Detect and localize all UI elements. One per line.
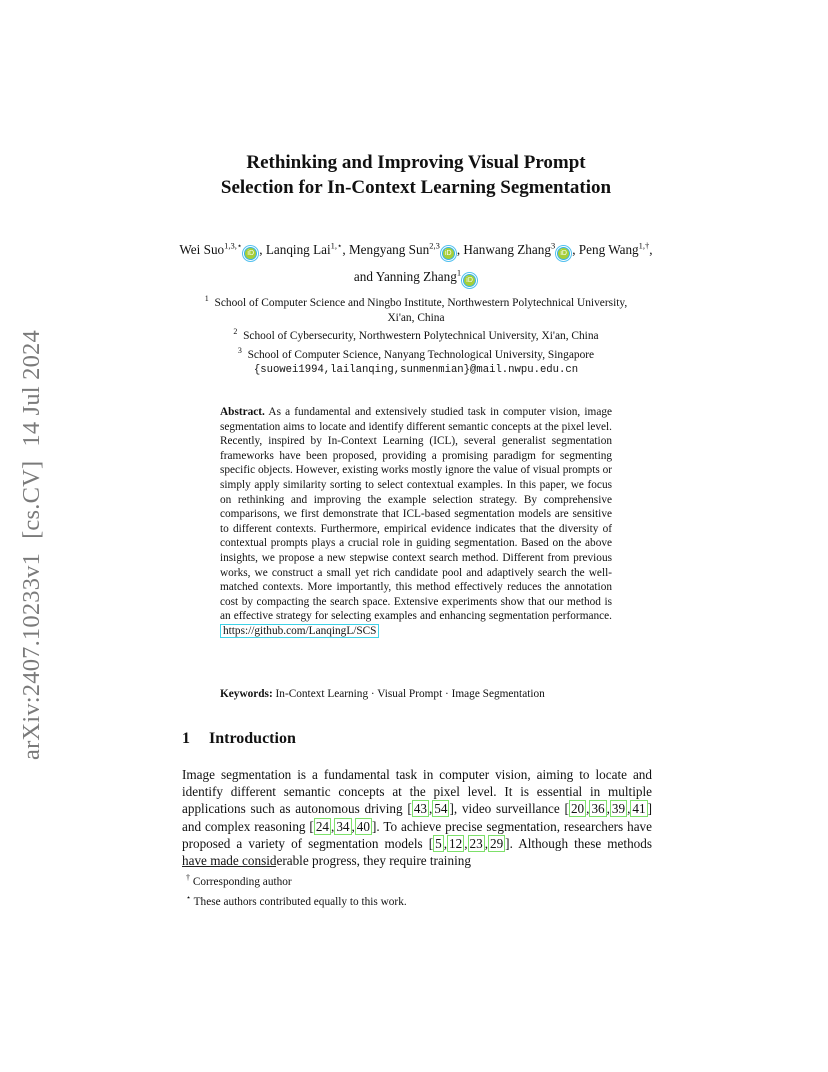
author-affil-marker: 3 — [550, 240, 556, 251]
citation-link[interactable]: 20 — [570, 801, 585, 817]
orcid-icon[interactable]: iD — [244, 247, 257, 260]
author-email[interactable]: {suowei1994,lailanqing,sunmenmian}@mail.nwpu.edu.cn — [253, 363, 579, 376]
citation-link[interactable]: 54 — [434, 801, 448, 817]
intro-text: ]. To achieve precise segmentation, researchers have proposed a variety of segmentation models [ — [182, 818, 652, 851]
author-name: Hanwang Zhang — [463, 242, 551, 257]
title-line-2: Selection for In-Context Learning Segmentation — [220, 176, 612, 198]
abstract-label: Abstract. — [220, 406, 265, 418]
arxiv-id[interactable]: arXiv:2407.10233v1 — [18, 552, 45, 760]
intro-text: ] and complex reasoning [ — [182, 801, 652, 834]
citation-link[interactable]: 40 — [356, 818, 370, 834]
affiliation-number: 3 — [237, 345, 242, 355]
affiliation-item — [190, 292, 642, 325]
footnotes — [186, 870, 646, 910]
keywords-label: Keywords: — [220, 688, 273, 700]
title-line-1: Rethinking and Improving Visual Prompt — [246, 152, 586, 173]
author-affil-marker: 2,3 — [429, 240, 440, 251]
keywords — [220, 687, 620, 702]
abstract-text: As a fundamental and extensively studied task in computer vision, image segmentation aims to locate and identify different semantic concepts at the pixel level. Recently, inspired by In-Context Learning (ICL), several generalist segmentation frameworks have been proposed, providing a promising paradigm for segmenting specific objects. However, existing works mostly ignore the value of visual prompts or simply apply similarity sorting to select contextual examples. In this paper, we focus on rethinking and improving the example selection strategy. By comprehensive comparisons, we first demonstrate that ICL-based segmentation models are sensitive to different contexts. Furthermore, empirical evidence indicates that the diversity of contextual prompts plays a crucial role in guiding segmentation. Based on the above insights, we propose a new stepwise context search method. Different from previous works, we construct a small yet rich candidate pool and adaptively search the well-matched contexts. More importantly, this method effectively reduces the annotation cost by compacting the search space. Extensive experiments show that our method is an effective strategy for selecting examples and enhancing segmentation performance. — [220, 406, 613, 623]
arxiv-category: [cs.CV] — [18, 460, 45, 539]
footnote-mark: ⋆ — [186, 892, 192, 902]
footnote-text: Corresponding author — [192, 875, 292, 888]
affiliation-number: 1 — [204, 294, 209, 303]
citation-link[interactable]: 36 — [591, 801, 605, 817]
author-affil-marker: 1,† — [638, 240, 650, 251]
abstract — [220, 405, 612, 639]
affiliation-text: School of Cybersecurity, Northwestern Polytechnical University, Xi'an, China — [243, 330, 599, 343]
paper-title — [140, 151, 692, 200]
keywords-text: In-Context Learning · Visual Prompt · Image Segmentation — [275, 688, 545, 700]
affiliation-number: 2 — [233, 327, 238, 337]
author-affil-marker: 1,⋆ — [330, 240, 343, 251]
arxiv-stamp — [18, 330, 46, 760]
affiliation-item — [190, 325, 642, 344]
citation-link[interactable]: 41 — [632, 801, 646, 817]
citation-link[interactable]: 5 — [435, 835, 442, 851]
section-heading — [182, 730, 296, 748]
author-list: Wei Suo$^{1,3,⋆}$iD , Lanqing Lai$^{1,⋆}$, Mengyang Sun$^{2,3}$iD , Hanwang Zhang$^3$iD , Peng Wang$^{1,\dagger}$, and Yanning Zhang$^1$iD — [178, 236, 654, 290]
author-name: Yanning Zhang — [375, 269, 457, 284]
code-link[interactable]: https://github.com/LanqingL/SCS — [220, 624, 379, 638]
orcid-icon[interactable]: iD — [463, 274, 476, 287]
footnote-mark: † — [186, 873, 190, 882]
citation-link[interactable]: 12 — [449, 835, 463, 851]
intro-text: ]. Although these methods have made considerable progress, they require training — [182, 835, 652, 869]
section-title: Introduction — [209, 730, 296, 747]
footnote-text: These authors contributed equally to this work. — [193, 895, 407, 908]
affiliation-text: School of Computer Science and Ningbo Institute, Northwestern Polytechnical University, Xi'an, China — [214, 296, 628, 324]
orcid-icon[interactable]: iD — [557, 247, 570, 260]
footnote-item — [186, 890, 646, 910]
citation-link[interactable]: 39 — [611, 801, 626, 817]
intro-text: ], video surveillance [ — [449, 801, 569, 817]
author-name: Wei Suo — [179, 242, 225, 257]
citation-link[interactable]: 43 — [413, 801, 427, 817]
author-affil-marker: 1 — [456, 267, 462, 278]
author-name: Peng Wang — [578, 242, 639, 257]
affiliations — [190, 292, 642, 377]
intro-text: Image segmentation is a fundamental task in computer vision, aiming to locate and identify different semantic concepts at the pixel level. It is essential in multiple applications such as autonomous driving [ — [182, 767, 652, 817]
footnote-item — [186, 870, 646, 890]
author-name: Mengyang Sun — [348, 242, 430, 257]
footnote-divider — [182, 866, 276, 867]
orcid-icon[interactable]: iD — [442, 247, 455, 260]
citation-link[interactable]: 34 — [336, 818, 350, 834]
author-affil-marker: 1,3,⋆ — [224, 240, 243, 251]
citation-link[interactable]: 23 — [469, 835, 483, 851]
affiliation-item — [190, 344, 642, 363]
citation-link[interactable]: 24 — [315, 818, 330, 834]
affiliation-text: School of Computer Science, Nanyang Technological University, Singapore — [247, 348, 595, 361]
arxiv-date: 14 Jul 2024 — [18, 330, 45, 447]
author-name: Lanqing Lai — [265, 242, 331, 257]
intro-paragraph: Image segmentation is a fundamental task in computer vision, aiming to locate and identify different semantic concepts at the pixel level. It is essential in multiple applications such as autonomous driving [ 43 , 54 ], video surveillance [ 20 , 36 , 39 , 41 ] and complex reasoning [ 24 , 34 , 40 ]. To achieve precise segmentation, researchers have proposed a variety of segmentation models [ 5 , 12 , 23 , 29 ]. Although these methods have made considerable progress, they require training — [182, 767, 652, 869]
section-number: 1 — [182, 730, 190, 747]
citation-link[interactable]: 29 — [489, 835, 504, 851]
